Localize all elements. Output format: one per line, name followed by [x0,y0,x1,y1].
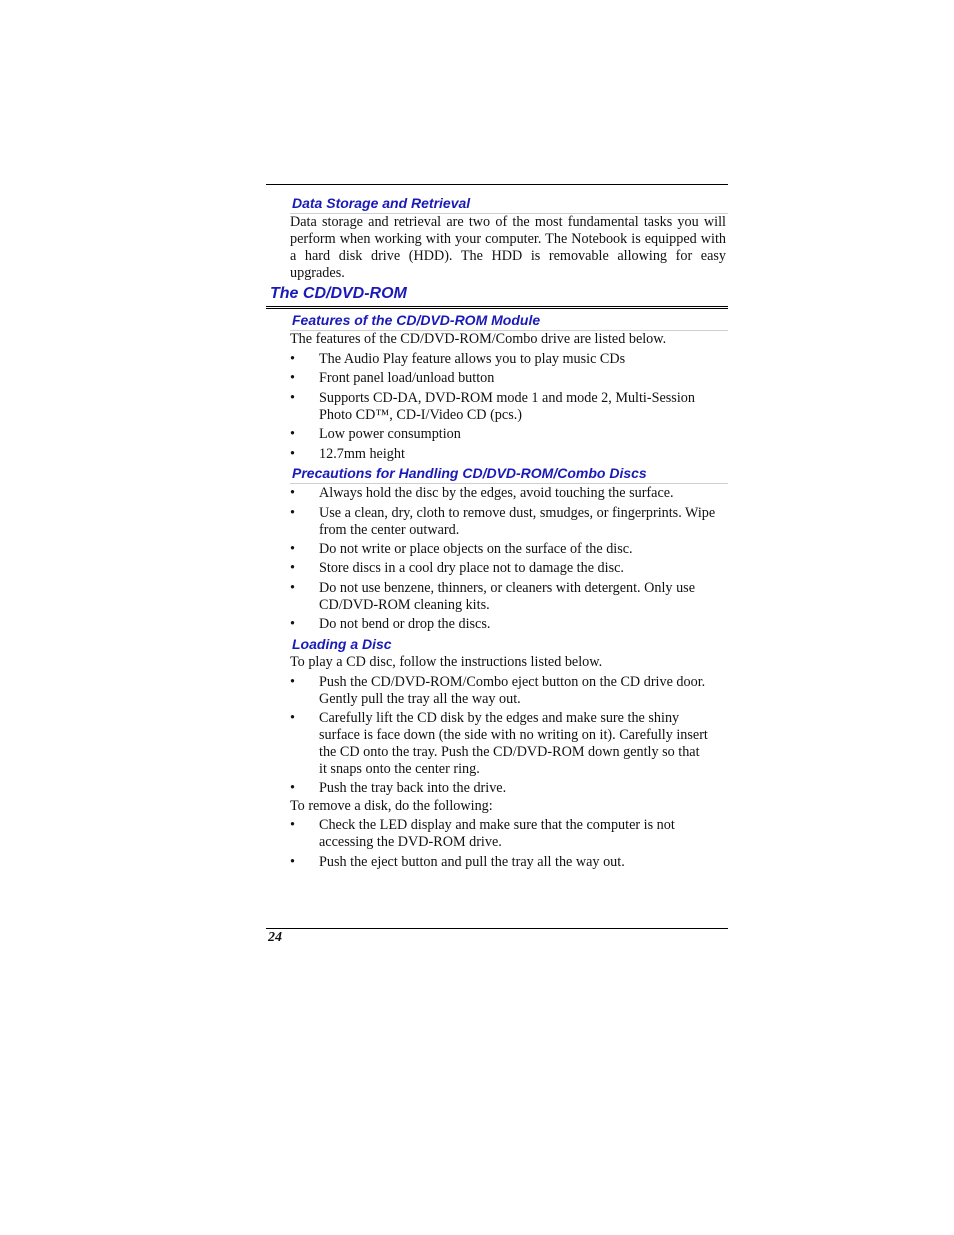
list-item-text: Always hold the disc by the edges, avoid touching the surface. [319,485,674,501]
list-item-text: Push the tray back into the drive. [319,780,507,796]
list-item-text: Front panel load/unload button [319,370,495,386]
bullet-icon: • [290,351,295,367]
precautions-heading: Precautions for Handling CD/DVD-ROM/Combo Discs [292,465,647,481]
page-number: 24 [268,930,282,945]
list-item-text: Push the CD/DVD-ROM/Combo eject button on the CD drive door. Gently pull the tray all the way out. [319,674,706,707]
list-item-text: Carefully lift the CD disk by the edges and make sure the shiny surface is face down (the side with no writing on it). Carefully insert the CD onto the tray. Push the CD/DVD-ROM down gently so that it snaps onto the center ring. [319,710,708,777]
list-item-text: Do not bend or drop the discs. [319,616,491,632]
bullet-icon: • [290,854,295,870]
list-item-text: The Audio Play feature allows you to play music CDs [319,351,626,367]
bullet-icon: • [290,390,295,406]
bullet-icon: • [290,505,295,521]
bullet-icon: • [290,485,295,501]
features-intro: The features of the CD/DVD-ROM/Combo drive are listed below. [290,331,667,347]
bullet-icon: • [290,817,295,833]
footer-rule [266,928,728,929]
bullet-icon: • [290,616,295,632]
list-item-text: 12.7mm height [319,446,405,462]
top-rule [266,184,728,185]
cd-dvd-rom-heading: The CD/DVD-ROM [270,285,407,302]
bullet-icon: • [290,674,295,690]
bullet-icon: • [290,710,295,726]
bullet-icon: • [290,446,295,462]
bullet-icon: • [290,560,295,576]
features-heading: Features of the CD/DVD-ROM Module [292,312,541,328]
bullet-icon: • [290,780,295,796]
bullet-icon: • [290,580,295,596]
bullet-icon: • [290,370,295,386]
list-item-text: Low power consumption [319,426,461,442]
list-item-text: Do not use benzene, thinners, or cleaners with detergent. Only use CD/DVD-ROM cleaning kits. [319,580,695,613]
list-item-text: Store discs in a cool dry place not to damage the disc. [319,560,624,576]
data-storage-heading: Data Storage and Retrieval [292,195,471,211]
data-storage-body: Data storage and retrieval are two of the most fundamental tasks you will perform when working with your computer. The Notebook is equipped with a hard disk drive (HDD). The HDD is removable allowing for easy upgrades. [290,214,726,281]
remove-intro: To remove a disk, do the following: [290,798,493,814]
bullet-icon: • [290,426,295,442]
list-item-text: Push the eject button and pull the tray all the way out. [319,854,625,870]
list-item-text: Use a clean, dry, cloth to remove dust, smudges, or fingerprints. Wipe from the center outward. [319,505,716,538]
list-item-text: Do not write or place objects on the surface of the disc. [319,541,633,557]
loading-intro: To play a CD disc, follow the instructions listed below. [290,654,603,670]
list-item-text: Supports CD-DA, DVD-ROM mode 1 and mode 2, Multi-Session Photo CD™, CD-I/Video CD (pcs.) [319,390,695,423]
section-double-rule [266,306,728,309]
loading-heading: Loading a Disc [292,636,392,652]
bullet-icon: • [290,541,295,557]
list-item-text: Check the LED display and make sure that the computer is not accessing the DVD-ROM drive. [319,817,675,850]
